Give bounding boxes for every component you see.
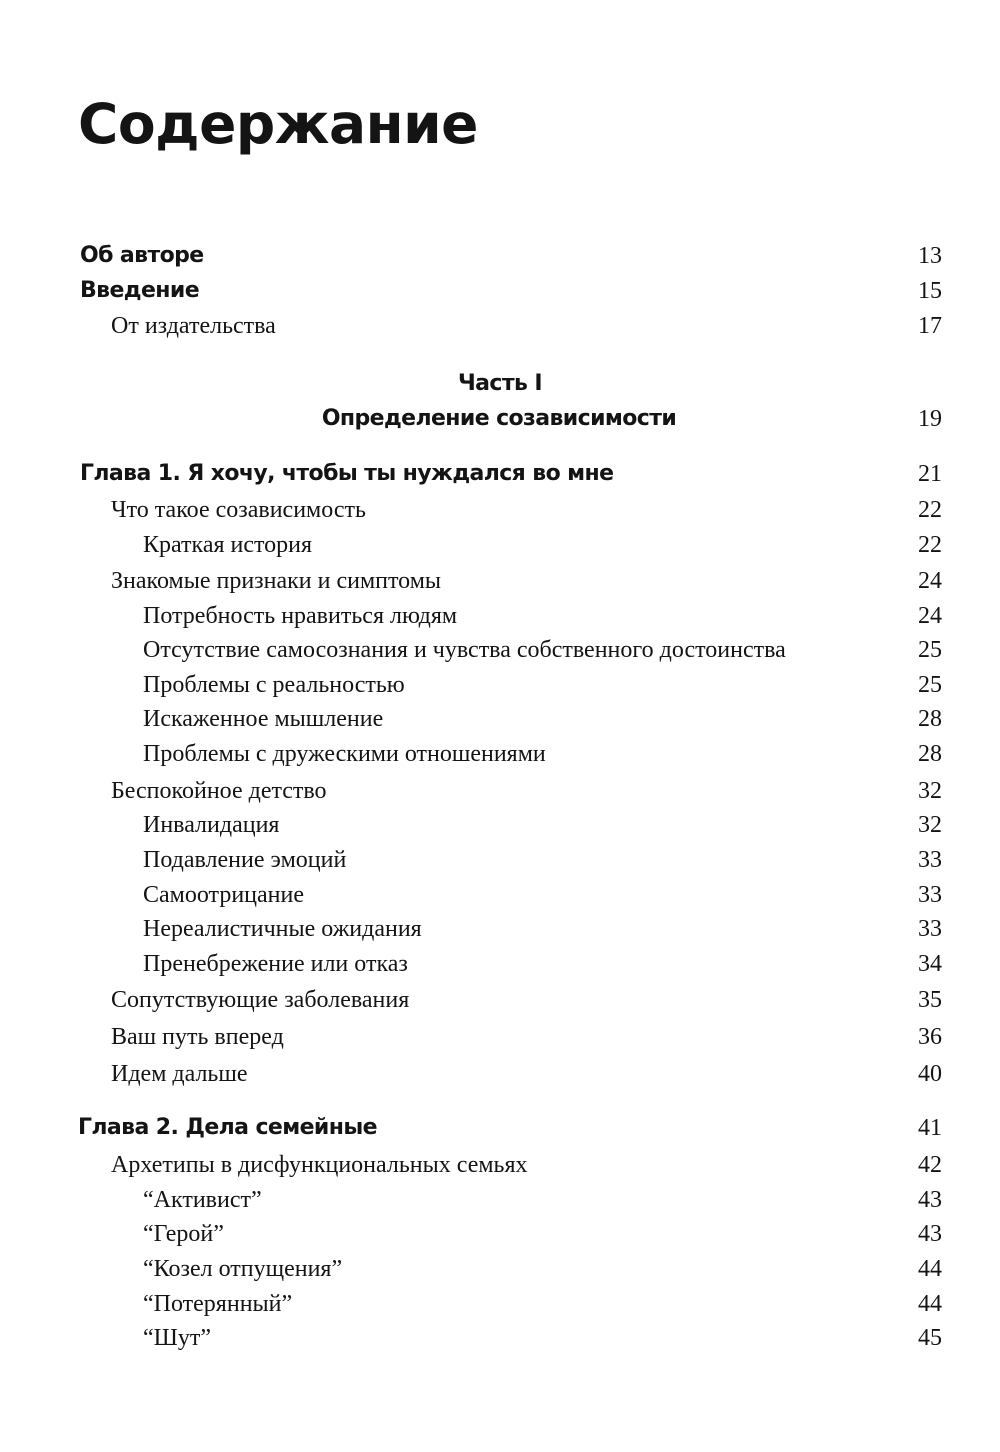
toc-entry[interactable] [0, 563, 1000, 599]
toc-entry[interactable] [0, 1251, 1000, 1287]
toc-entry[interactable] [0, 527, 1000, 563]
toc-entry[interactable] [0, 1216, 1000, 1252]
entry-label: Подавление эмоций [143, 847, 347, 873]
entry-page: 32 [918, 812, 942, 838]
toc-entry-part-1[interactable] [0, 401, 1000, 437]
entry-label: Проблемы с дружескими отношениями [143, 741, 546, 767]
entry-page: 44 [918, 1291, 942, 1317]
toc-entry[interactable] [0, 982, 1000, 1018]
toc-entry-chapter-2[interactable] [0, 1110, 1000, 1146]
entry-page: 15 [918, 278, 942, 304]
entry-label: Проблемы с реальностью [143, 672, 405, 698]
entry-page: 36 [918, 1024, 942, 1050]
entry-page: 13 [918, 243, 942, 269]
chapter-title: Глава 1. Я хочу, чтобы ты нуждался во мне [80, 461, 614, 486]
entry-label: “Активист” [143, 1187, 262, 1213]
entry-label: Введение [80, 278, 200, 303]
page-title: Содержание [78, 92, 478, 156]
toc-entry[interactable] [0, 1147, 1000, 1183]
toc-entry-introduction[interactable] [0, 273, 1000, 309]
entry-page: 34 [918, 951, 942, 977]
entry-page: 24 [918, 603, 942, 629]
toc-entry[interactable] [0, 877, 1000, 913]
entry-label: Нереалистичные ожидания [143, 916, 422, 942]
entry-page: 17 [918, 313, 942, 339]
entry-label: Что такое созависимость [111, 497, 366, 523]
toc-entry[interactable] [0, 807, 1000, 843]
toc-entry[interactable] [0, 701, 1000, 737]
entry-label: От издательства [111, 313, 276, 339]
entry-label: Сопутствующие заболевания [111, 987, 410, 1013]
entry-page: 32 [918, 778, 942, 804]
toc-entry[interactable] [0, 842, 1000, 878]
entry-page: 24 [918, 568, 942, 594]
entry-page: 45 [918, 1325, 942, 1351]
toc-entry[interactable] [0, 773, 1000, 809]
toc-entry[interactable] [0, 946, 1000, 982]
entry-page: 19 [918, 406, 942, 432]
entry-page: 21 [918, 461, 942, 487]
entry-label: Искаженное мышление [143, 706, 384, 732]
toc-entry-about-author[interactable] [0, 238, 1000, 274]
entry-label: “Потерянный” [143, 1291, 293, 1317]
entry-label: “Шут” [143, 1325, 212, 1351]
entry-page: 33 [918, 847, 942, 873]
entry-label: Инвалидация [143, 812, 280, 838]
entry-label: Самоотрицание [143, 882, 304, 908]
toc-entry[interactable] [0, 667, 1000, 703]
entry-page: 28 [918, 706, 942, 732]
toc-entry[interactable] [0, 736, 1000, 772]
entry-label: Отсутствие самосознания и чувства собственного достоинства [143, 637, 786, 663]
part-label: Часть I [458, 371, 542, 396]
entry-page: 43 [918, 1221, 942, 1247]
entry-page: 33 [918, 882, 942, 908]
entry-label: Архетипы в дисфункциональных семьях [111, 1152, 528, 1178]
entry-label: Пренебрежение или отказ [143, 951, 408, 977]
chapter-title: Глава 2. Дела семейные [78, 1115, 377, 1140]
entry-page: 22 [918, 497, 942, 523]
entry-page: 25 [918, 637, 942, 663]
entry-page: 41 [918, 1115, 942, 1141]
entry-page: 40 [918, 1061, 942, 1087]
entry-label: Ваш путь вперед [111, 1024, 284, 1050]
entry-page: 42 [918, 1152, 942, 1178]
toc-entry-from-publisher[interactable] [0, 308, 1000, 344]
toc-entry[interactable] [0, 1019, 1000, 1055]
part-title: Определение созависимости [321, 406, 677, 431]
entry-page: 25 [918, 672, 942, 698]
entry-page: 28 [918, 741, 942, 767]
entry-label: Беспокойное детство [111, 778, 327, 804]
entry-page: 33 [918, 916, 942, 942]
entry-label: “Герой” [143, 1221, 224, 1247]
toc-entry[interactable] [0, 1320, 1000, 1356]
entry-label: Краткая история [143, 532, 313, 558]
entry-page: 22 [918, 532, 942, 558]
toc-entry[interactable] [0, 492, 1000, 528]
entry-label: Потребность нравиться людям [143, 603, 458, 629]
toc-entry[interactable] [0, 632, 1000, 668]
entry-page: 35 [918, 987, 942, 1013]
entry-label: Идем дальше [111, 1061, 248, 1087]
toc-entry[interactable] [0, 1286, 1000, 1322]
toc-entry[interactable] [0, 911, 1000, 947]
toc-entry[interactable] [0, 1182, 1000, 1218]
entry-page: 44 [918, 1256, 942, 1282]
entry-page: 43 [918, 1187, 942, 1213]
entry-label: Об авторе [80, 243, 204, 268]
toc-entry[interactable] [0, 598, 1000, 634]
entry-label: Знакомые признаки и симптомы [111, 568, 442, 594]
entry-label: “Козел отпущения” [143, 1256, 343, 1282]
toc-entry[interactable] [0, 1056, 1000, 1092]
toc-entry-chapter-1[interactable] [0, 456, 1000, 492]
